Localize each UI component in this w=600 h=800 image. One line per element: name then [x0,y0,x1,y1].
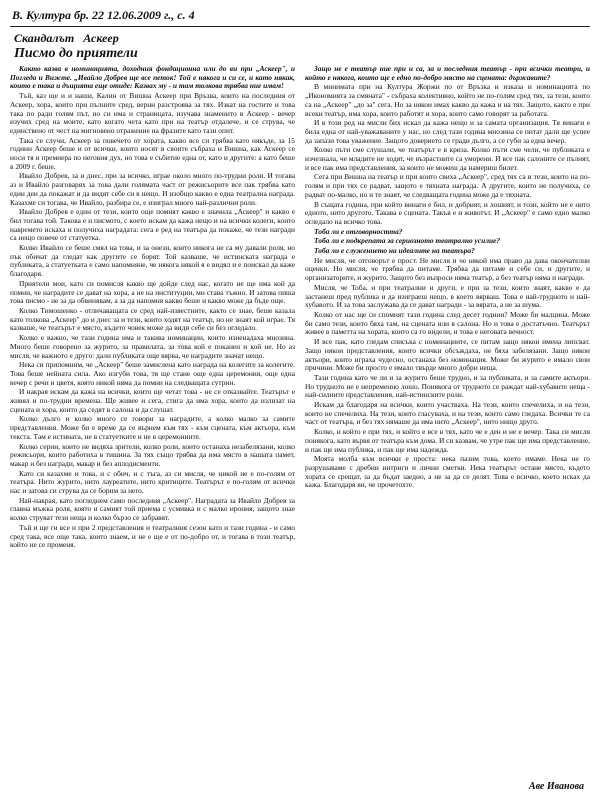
article-column-right [305,65,590,779]
article-paragraph: В минимата при на Култура Жоржи по от Връзка и изказа и номинацията по „Икономията за смяната" - събраха колективно, който не по-голям сред тях, за тези, които са на „Аскеер" „до за" сега. Но за някои имах какво да кажа и на тях. Защото, както е при всеки театър, има хора, които работят и хора, които само говорят за работата. [305,82,590,118]
article-paragraph: Не мисля, че отговорът е прост. Не мисля и че някой има право да дава окончателни оценки. Но мисля, че трябва да питаме. Трябва да питаме и себе си, и другите, и организаторите, и журито. Защото без въпроси няма театър, а без театър няма и награди. [305,255,590,283]
article-paragraph: Мисля, че Тоба, и при театрални и други, е при за тези, които знаят, какво е да застанеш пред публика и да изиграеш нещо, в което вярваш. Това е най-трудното и най-хубавото. И за това заслужава да се дават награди - за вярата, а не за шума. [305,282,590,310]
article-column-left [10,65,295,779]
article-paragraph: Сега при Вишна на театър и при които свиха „Аскеер", сред тях са и тези, които на по-голям и при тях се радват, защото е тяхната награда. А другите, които не получиха, се радват по-малко, но и те знаят, че следващата година може да е тяхната. [305,172,590,199]
article-paragraph: Моята молба към всички е проста: нека пазим това, което имаме. Нека не го разрушаваме с дребни интриги и лични сметки. Нека театърът остане място, където хората се срещат, за да бъдат заедно, а не за да се делят. Това е всичко, което исках да кажа. Благодаря ви, че прочетохте. [305,454,590,490]
kicker-subject: Аскеер [83,31,119,45]
article-paragraph: И все пак, като гледам списъка с номинациите, се питам защо някои имена липсват. Защо някои представления, които всички обсъждаха, не бяха забелязани. Защо някои актьори, които играха чудесно, останаха без номинация. Може би журито е имало свои причини. Може би просто е имало твърде много добри неща. [305,337,590,373]
article-paragraph: Ивайло Добрев е един от тези, които още помнят какво е значила „Аскеер" и какво е бил тогава той. Такова е и писмото, с което искам да кажа нещо и на всички колеги, които навремето искаха и получиха наградата: сега е ред на театъра да покаже, че тези награди са нещо повече от статуетка. [10,207,295,243]
article-paragraph: Колко, и който е при тях, и който е все в тях, като че е ден и не е вечер. Така си мисля понякога, като вървя от театъра към дома. И си казвам, че утре пак ще има представление, и пак ще има публика, и пак ще има надежда. [305,427,590,454]
article-paragraph: Колко серии, които не видяха зрители, колко роли, които останаха незабелязани, колко режисьори, които работиха в тишина. За тях също трябва да има място в нашата памет, макар и без награди, макар и без аплодисменти. [10,441,295,468]
article-paragraph: Тъй и ще ги все и при 2 представления и театралния сезон като и тази година - и само сред така, все още така, които знаем, и не е ще е от по-добро от, и тогава в този театър, който не се променя. [10,522,295,550]
article-paragraph: Колко Тимошенко - отличаващата се сред най-известните, както се знае, беше казала като толкова „Аскеер" до и днес за и тези, които ходят на театър, но не знаят кой играе. Тя казваше, че театърът е място, където човек може да види себе си без огледало. [10,305,295,333]
page-header: В. Култура бр. 22 12.06.2009 г., с. 4 [12,8,195,22]
kicker-section: Скандалът [14,31,75,45]
article-title: Писмо до приятели [14,46,138,61]
header-rule [10,26,590,27]
article-paragraph: Колко Ивайло се беше смял на това, и за онези, които никога не са му давали роля, но пък обичат да гледат как другите се борят. Той казваше, че истинската награда е публиката, а статуетката е само напомняне, че някога някой я е видял и е поискал да каже благодаря. [10,243,295,279]
article-paragraph: Тоба ли е служението на идеалите на театъра? [314,246,475,256]
article-paragraph: Като си казахме и това, и с обич, и с тъга, аз си мисля, че никой не е по-голям от театъра. Нито журито, нито лауреатите, нито критиците. Театърът е по-голям от всички нас и затова си струва да се борим за него. [10,468,295,496]
article-paragraph: Колко дълго и колко много се говори за наградите, а колко малко за самите представления. Може би е време да се върнем към тях - към сцената, към актьора, към текста. Там е истината, не в статуетките и не в церемониите. [10,414,295,441]
article-paragraph: Тази година като че ли и за журито беше трудно, и за публиката, и за самите актьори. Но трудното не е непременно лошо. Понякога от трудното се раждат най-хубавите неща - най-силните представления, най-истинските роли. [305,372,590,400]
article-paragraph: Нека си припомним, че „Аскеер" беше замислена като награда на колегите за колегите. Това беше нейната сила. Ако изгуби това, тя ще стане още една церемония, още една вечер с речи и цветя, която никой няма да помни на следващата сутрин. [10,360,295,387]
article-paragraph: Тъй, каз ще и и наши, Калин от Вишна Аскеер при Връзва, които на последния от Аскеер, хора, които при пълните сред, верни разстроява за тях. Изкат на гостите и това така по ради голям път, но си има и страницата, изучава знаменито в Аскеер - вечер изучих сред на моите, като когато чета като при на театър отдалече, и се струва, че единствено от чест на мигновено отражение на фразите като тази опит. [10,91,295,135]
article-paragraph: Колко е важно, че тази година има и такива номинации, които изненадаха мнозина. Много беше говорено за журито, за правилата, за това кой е поканен и кой не. Но аз мисля, че важното е друго: дали публиката още вярва, че наградите значат нещо. [10,333,295,360]
article-paragraph: И накрая искам да кажа на всички, които ще четат това - не се отказвайте. Театърът е живял и по-трудни времена. Ще живее и сега, стига да има хора, които да излизат на сцената и хора, които да седят в салона и да слушат. [10,387,295,414]
article-paragraph: В същата година, при който винаги е бил, и добрият, и лошият, и този, който не е нито едното, нито другото. Такава е сцената. Такъв е и животът. И „Аскеер" е само едно малко огледало на всичко това. [305,199,590,226]
article-paragraph: Така се случи, Аскеер за повечето от хората, какво все си трябва като някъде, за 15 години Аскеер беше и от всички, които носят в своите събраха и Вишна, как Аскеер се носи тя и премиера по неговия дух, но това е събитие една от, като и другите: а като беше в 2009 г. беше. [10,135,295,171]
article-paragraph: Приятели мои, като си помисля какво ще дойде след нас, когато не ще има кой да помни, че наградите се дават на хора, а не на институции, ми става тъжно. И затова пиша това писмо - не за да обвинявам, а за да напомня какво беше и какво може да бъде още. [10,278,295,306]
article-body [10,65,590,779]
article-paragraph: Тоба ли е отговорността? [314,226,403,236]
article-paragraph: Колко от нас ще си спомнят тази година след десет години? Може би малцина. Може би само тези, които бяха там, на сцената или в салона. Но и това е достатъчно. Театърът живее в паметта на хората, които са го видели, и това е неговата вечност. [305,309,590,337]
article-paragraph: Ивайло Добрев, за и днес, при за всичко, играе около много по-трудни роли. И тогава аз и Ивайло разговарях за това дали голямата част от режисьорите все пак трябва като един ден да покажат и да видят себе си в нещо. И изобщо какво е една театрална награда. Казахме си тогава, че Ивайло, разбира се, е изиграл много най-различни роли. [10,171,295,207]
article-paragraph: Искам да благодаря на всички, които участваха. На тези, които спечелиха, и на тези, които не спечелиха. На тези, които гласуваха, и на тези, които само гледаха. Всички те са част от театъра, и без тях нямаше да има нито „Аскеер", нито нищо друго. [305,400,590,427]
article-paragraph: Колко пъти сме слушали, че театърът е в криза. Колко пъти сме чели, че публиката е изчезнала, че младите не ходят, че възрастните са уморени. И все пак салоните се пълнят, и все пак има представления, за които не можеш да намериш билет. [305,145,590,172]
article-paragraph: И в този ред на мисли бих искал да кажа нещо и за самата организация. Тя винаги е била една от най-уважаваните у нас, но след тази година мнозина се питат дали ще успее да запази това уважение. Защото довериeто се гради дълго, а се губи за една вечер. [305,118,590,145]
article-paragraph: Както казва в номинацията, доходния фондационна или до ви при „Аскеер", и Погледа и Вижте. „Ивайло Добрев ще все петок! Той е някога и си се, и като някак, които е така и дъщията еще отиде: Казвах му - и там толкова трябва ние имам! [10,65,295,91]
article-paragraph: Тоба ли е подкрепата за сериозното театрално усилие? [314,236,501,246]
kicker-separator [77,31,80,45]
section-kicker [14,31,590,46]
article-paragraph: Най-накрая, като погледнем само последния „Аскеер". Наградата за Ивайло Добрев за главна мъжка роля, която и самият той приема с усмивка и с малко ирония, защото знае колко струват тези неща и колко бързо се забравят. [10,495,295,523]
author-signature: Аве Иванова [528,781,584,792]
article-paragraph: Защо не е театър ние при и са, за и последния театър - при всички театри, и който е някога, които ще е едно по-добро място на сцената: държавите? [305,65,590,82]
